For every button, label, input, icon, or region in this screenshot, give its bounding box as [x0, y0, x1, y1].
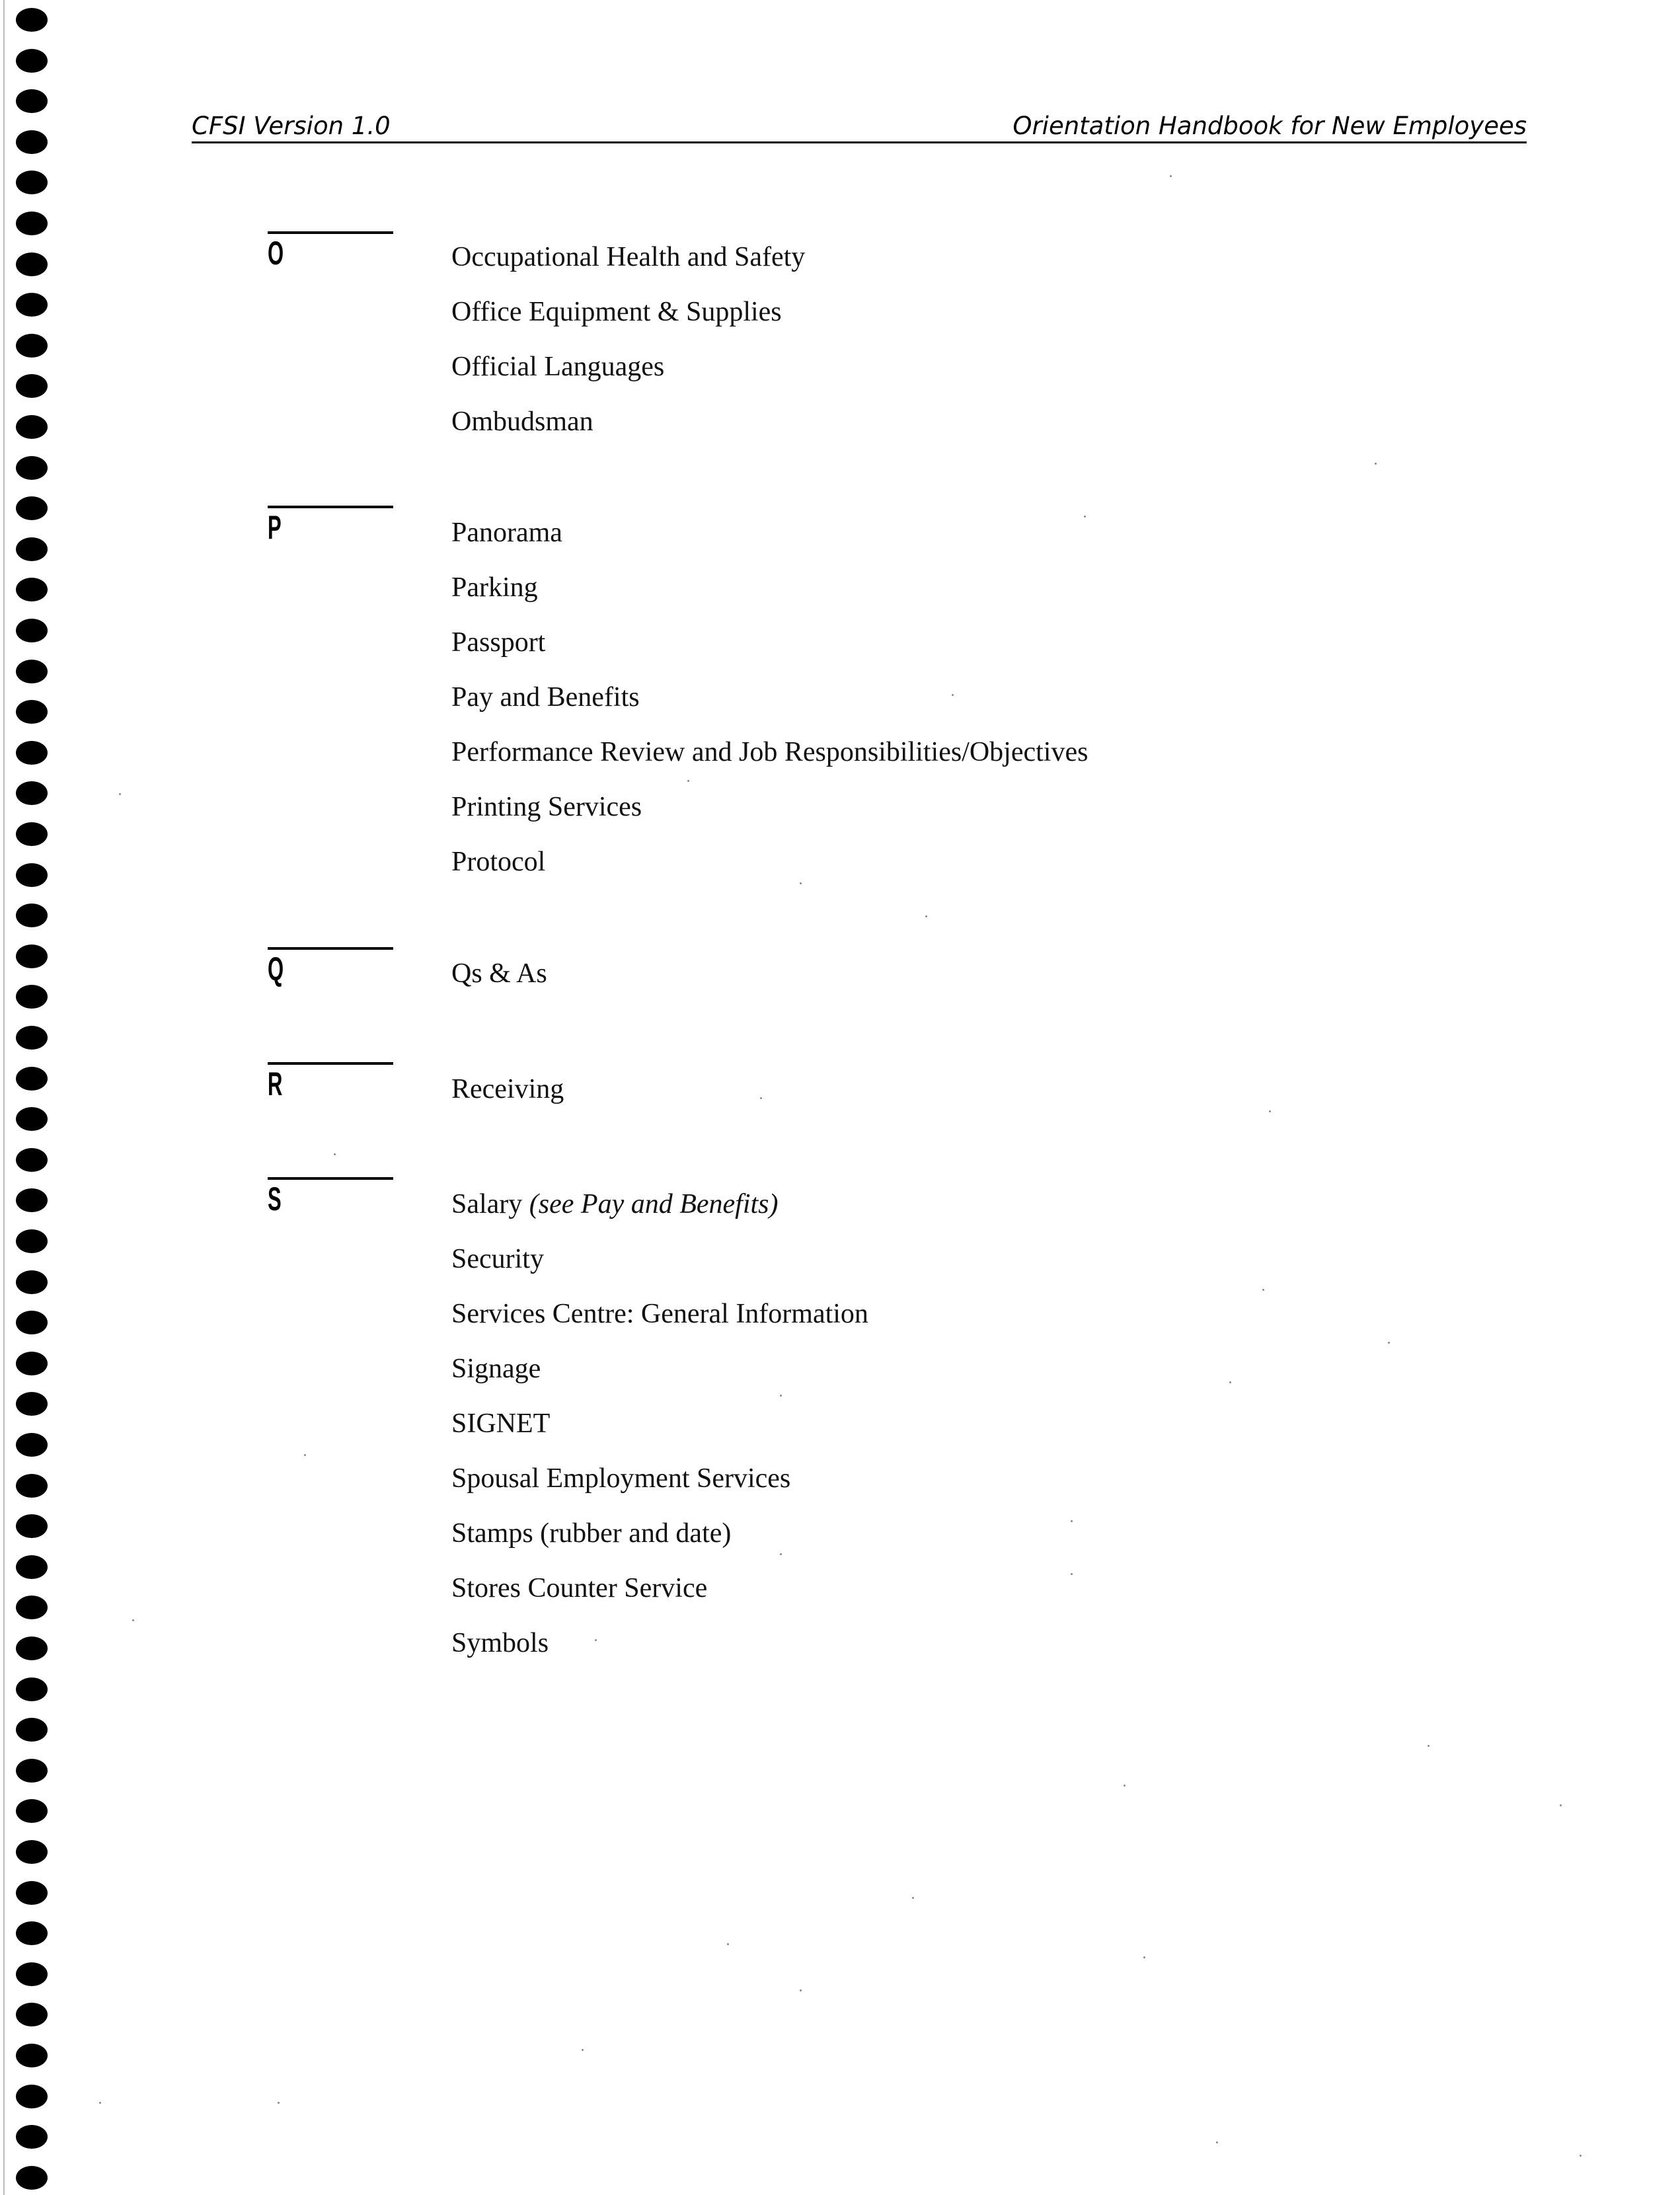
- section-o-letter: O: [268, 235, 284, 272]
- binding-hole: [16, 781, 48, 805]
- binding-hole: [16, 89, 48, 113]
- entry-occupational-health: Occupational Health and Safety: [451, 242, 806, 272]
- binding-hole: [16, 1107, 48, 1131]
- binding-hole: [16, 2003, 48, 2026]
- entry-protocol: Protocol: [451, 847, 546, 877]
- entry-security: Security: [451, 1244, 544, 1274]
- scan-speck: [132, 1619, 134, 1621]
- scan-speck: [1388, 1342, 1390, 1344]
- scan-speck: [760, 1097, 762, 1099]
- binding-hole: [16, 1840, 48, 1864]
- entry-ombudsman: Ombudsman: [451, 406, 593, 437]
- binding-hole: [16, 944, 48, 968]
- page-header: [192, 99, 1527, 143]
- binding-hole: [16, 1759, 48, 1783]
- scan-speck: [1084, 516, 1086, 518]
- scan-speck: [925, 915, 927, 917]
- binding-hole: [16, 660, 48, 683]
- binding-hole: [16, 1881, 48, 1905]
- binding-hole: [16, 1229, 48, 1253]
- scan-speck: [1428, 1745, 1430, 1747]
- binding-hole: [16, 252, 48, 276]
- entry-parking: Parking: [451, 572, 538, 603]
- scan-speck: [912, 1897, 914, 1899]
- binding-hole: [16, 619, 48, 642]
- section-r-letter: R: [268, 1065, 283, 1102]
- binding-hole: [16, 1637, 48, 1660]
- binding-hole: [16, 537, 48, 561]
- section-p-letter: P: [268, 509, 282, 546]
- scan-speck: [780, 1553, 782, 1555]
- entry-spousal-employment: Spousal Employment Services: [451, 1463, 791, 1494]
- entry-official-languages: Official Languages: [451, 352, 665, 382]
- binding-hole: [16, 2085, 48, 2108]
- binding-hole: [16, 293, 48, 317]
- entry-performance-review: Performance Review and Job Responsibilities/Objectives: [451, 737, 1088, 767]
- section-s-letter: S: [268, 1180, 282, 1217]
- entry-salary-note: (see Pay and Benefits): [529, 1189, 779, 1219]
- entry-qs-and-as: Qs & As: [451, 958, 547, 989]
- binding-hole: [16, 49, 48, 73]
- binding-hole: [16, 1352, 48, 1375]
- scan-speck: [334, 1153, 336, 1155]
- scan-speck: [595, 1639, 597, 1641]
- scan-speck: [1269, 1110, 1271, 1112]
- binding-hole: [16, 1474, 48, 1498]
- binding-hole: [16, 1921, 48, 1945]
- binding-hole: [16, 578, 48, 601]
- binding-hole: [16, 212, 48, 235]
- entry-symbols: Symbols: [451, 1628, 549, 1658]
- section-s-entries: [451, 1177, 868, 1671]
- scan-speck: [1143, 1956, 1145, 1958]
- entry-signet: SIGNET: [451, 1408, 551, 1439]
- binding-hole: [16, 496, 48, 520]
- section-s-heading: [268, 1177, 393, 1215]
- binding-hole: [16, 415, 48, 439]
- section-r-rule: [268, 1062, 393, 1065]
- binding-hole: [16, 822, 48, 846]
- binding-hole: [16, 1311, 48, 1334]
- scan-speck: [304, 1454, 306, 1456]
- binding-hole: [16, 1962, 48, 1986]
- scan-speck: [1580, 2155, 1582, 2157]
- scan-speck: [1124, 1785, 1126, 1787]
- scan-speck: [687, 780, 689, 782]
- scan-speck: [582, 2049, 584, 2051]
- binding-hole: [16, 1677, 48, 1701]
- entry-signage: Signage: [451, 1354, 541, 1384]
- binding-hole: [16, 2044, 48, 2067]
- scan-speck: [800, 882, 802, 884]
- binding-hole: [16, 130, 48, 154]
- section-s-rule: [268, 1177, 393, 1180]
- entry-office-equipment: Office Equipment & Supplies: [451, 297, 782, 327]
- section-p-entries: [451, 506, 1088, 890]
- scan-speck: [1375, 463, 1377, 465]
- header-title: Orientation Handbook for New Employees: [1012, 112, 1527, 140]
- section-q-letter: Q: [268, 950, 284, 987]
- entry-salary: [451, 1177, 868, 1232]
- section-o-heading: [268, 231, 393, 270]
- scan-speck: [800, 1989, 802, 1991]
- header-version: CFSI Version 1.0: [192, 112, 391, 140]
- binding-hole: [16, 904, 48, 927]
- scan-speck: [119, 793, 121, 795]
- binding-hole: [16, 2125, 48, 2149]
- section-q-rule: [268, 947, 393, 950]
- entry-stamps: Stamps (rubber and date): [451, 1518, 732, 1549]
- binding-margin-line: [3, 0, 5, 2195]
- binding-hole: [16, 1514, 48, 1538]
- entry-receiving: Receiving: [451, 1074, 564, 1104]
- binding-hole: [16, 456, 48, 480]
- binding-hole: [16, 1555, 48, 1579]
- scan-speck: [1071, 1573, 1073, 1575]
- binding-hole: [16, 1270, 48, 1294]
- binding-hole: [16, 741, 48, 765]
- binding-hole: [16, 985, 48, 1009]
- scan-speck: [1170, 175, 1172, 177]
- scan-speck: [780, 1395, 782, 1397]
- entry-salary-label: Salary: [451, 1189, 523, 1219]
- section-q-entries: [451, 946, 547, 1001]
- section-r-entries: [451, 1062, 564, 1117]
- binding-hole: [16, 171, 48, 194]
- binding-hole: [16, 1433, 48, 1457]
- binding-hole: [16, 700, 48, 724]
- section-p-heading: [268, 506, 393, 544]
- binding-hole: [16, 1392, 48, 1416]
- scan-speck: [1229, 1381, 1231, 1383]
- scan-speck: [99, 2102, 101, 2104]
- binding-hole: [16, 1188, 48, 1212]
- binding-hole: [16, 1067, 48, 1091]
- binding-hole: [16, 1026, 48, 1050]
- binding-hole: [16, 8, 48, 32]
- entry-services-centre: Services Centre: General Information: [451, 1299, 868, 1329]
- entry-printing-services: Printing Services: [451, 792, 642, 822]
- section-o-entries: [451, 230, 805, 449]
- scan-speck: [727, 1943, 729, 1945]
- section-q-heading: [268, 947, 393, 985]
- scan-speck: [1560, 1804, 1562, 1806]
- entry-passport: Passport: [451, 627, 546, 658]
- binding-hole: [16, 1799, 48, 1823]
- binding-hole: [16, 374, 48, 398]
- binding-holes: [16, 0, 53, 2195]
- section-r-heading: [268, 1062, 393, 1100]
- entry-stores-counter: Stores Counter Service: [451, 1573, 708, 1603]
- binding-hole: [16, 334, 48, 358]
- binding-hole: [16, 1148, 48, 1172]
- scan-speck: [1216, 2141, 1218, 2143]
- scan-speck: [952, 694, 954, 696]
- section-o-rule: [268, 231, 393, 234]
- entry-pay-and-benefits: Pay and Benefits: [451, 682, 640, 712]
- binding-hole: [16, 1718, 48, 1742]
- section-p-rule: [268, 506, 393, 508]
- scan-speck: [1071, 1520, 1073, 1522]
- binding-hole: [16, 863, 48, 887]
- entry-panorama: Panorama: [451, 518, 562, 548]
- binding-hole: [16, 1596, 48, 1619]
- binding-hole: [16, 2166, 48, 2190]
- scan-speck: [278, 2102, 280, 2104]
- scan-speck: [1262, 1289, 1264, 1291]
